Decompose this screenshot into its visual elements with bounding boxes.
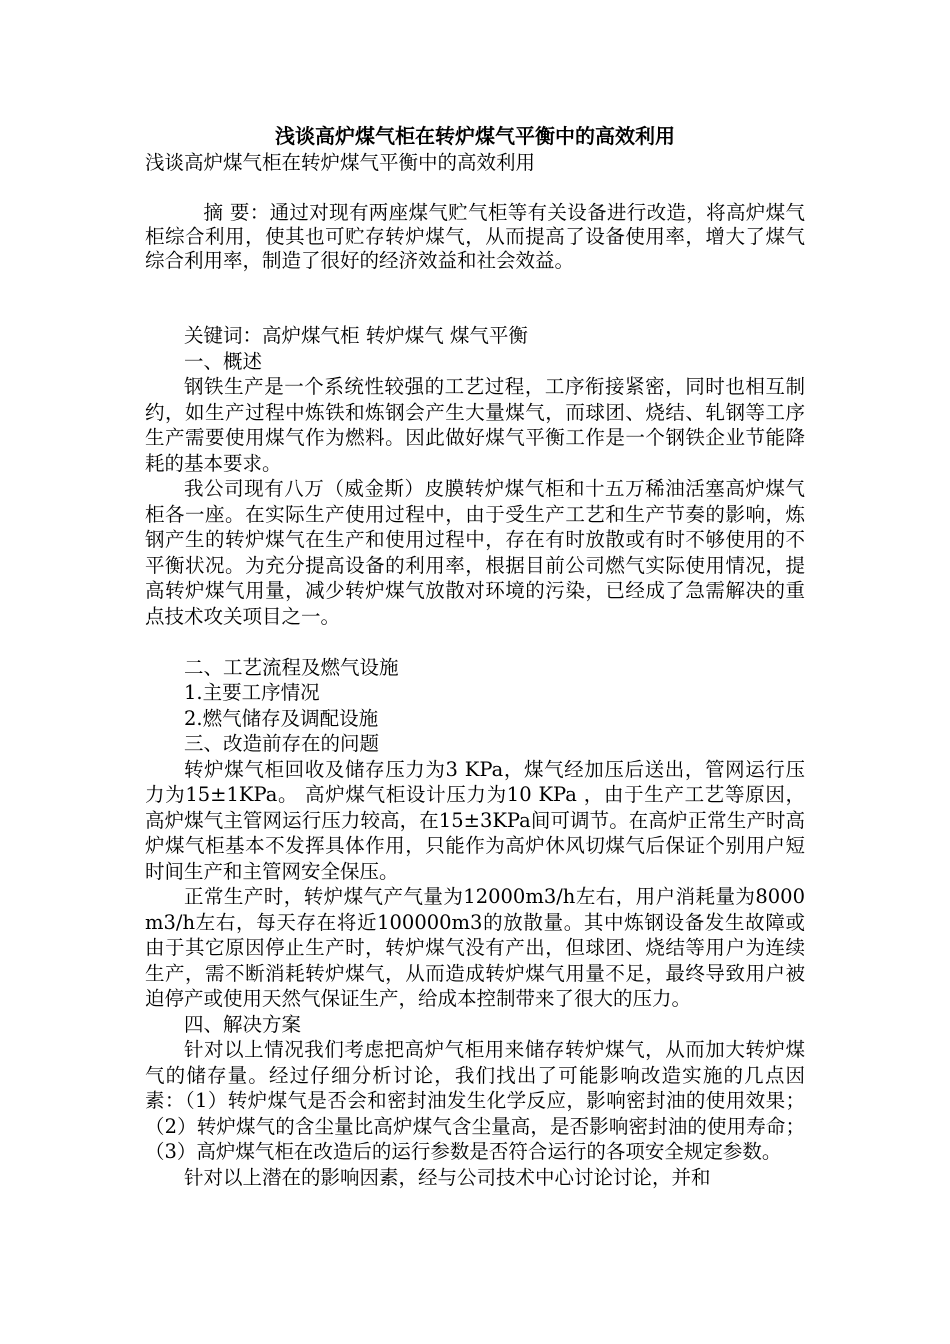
problems-paragraph-1: 转炉煤气柜回收及储存压力为3 KPa，煤气经加压后送出，管网运行压力为15±1KPa。 高炉煤气柜设计压力为10 KPa ，由于生产工艺等原因，高炉煤气主管网运行压力较高，在15±3KPa间可调节。在高炉正常生产时高炉煤气柜基本不发挥具体作用，只能作为高炉休风切煤气后保证个别用户短时间生产和主管网安全保压。 (145, 757, 805, 883)
section-heading-solution: 四、解决方案 (184, 1012, 302, 1036)
process-item-2: 2.燃气储存及调配设施 (184, 706, 379, 730)
document-subtitle: 浅谈高炉煤气柜在转炉煤气平衡中的高效利用 (145, 151, 536, 174)
abstract-paragraph: 摘 要：通过对现有两座煤气贮气柜等有关设备进行改造，将高炉煤气柜综合利用，使其也可贮存转炉煤气，从而提高了设备使用率，增大了煤气综合利用率，制造了很好的经济效益和社会效益。 (145, 201, 805, 272)
overview-paragraph-1: 钢铁生产是一个系统性较强的工艺过程，工序衔接紧密，同时也相互制约，如生产过程中炼铁和炼钢会产生大量煤气，而球团、烧结、轧钢等工序生产需要使用煤气作为燃料。因此做好煤气平衡工作是一个钢铁企业节能降耗的基本要求。 (145, 375, 805, 475)
solution-paragraph-2: 针对以上潜在的影响因素，经与公司技术中心讨论讨论，并和 (184, 1165, 711, 1189)
keywords-line: 关键词：高炉煤气柜 转炉煤气 煤气平衡 (184, 324, 528, 347)
section-heading-process: 二、工艺流程及燃气设施 (184, 655, 399, 679)
process-item-1: 1.主要工序情况 (184, 681, 320, 704)
overview-paragraph-2: 我公司现有八万（威金斯）皮膜转炉煤气柜和十五万稀油活塞高炉煤气柜各一座。在实际生产使用过程中，由于受生产工艺和生产节奏的影响，炼钢产生的转炉煤气在生产和使用过程中，存在有时放散或有时不够使用的不平衡状况。为充分提高设备的利用率，根据目前公司燃气实际使用情况，提高转炉煤气用量，减少转炉煤气放散对环境的污染，已经成了急需解决的重点技术攻关项目之一。 (145, 477, 805, 628)
section-heading-problems: 三、改造前存在的问题 (184, 732, 380, 755)
section-heading-overview: 一、概述 (184, 349, 263, 373)
problems-paragraph-2: 正常生产时，转炉煤气产气量为12000m3/h左右，用户消耗量为8000m3/h左右，每天存在将近100000m3的放散量。其中炼钢设备发生故障或由于其它原因停止生产时，转炉煤气没有产出，但球团、烧结等用户为连续生产，需不断消耗转炉煤气，从而造成转炉煤气用量不足，最终导致用户被迫停产或使用天然气保证生产，给成本控制带来了很大的压力。 (145, 885, 805, 1010)
document-title: 浅谈高炉煤气柜在转炉煤气平衡中的高效利用 (275, 124, 675, 148)
document-body (145, 150, 805, 1190)
solution-paragraph-1: 针对以上情况我们考虑把高炉气柜用来储存转炉煤气，从而加大转炉煤气的储存量。经过仔细分析讨论，我们找出了可能影响改造实施的几点因素：（1）转炉煤气是否会和密封油发生化学反应，影响密封油的使用效果；（2）转炉煤气的含尘量比高炉煤气含尘量高，是否影响密封油的使用寿命；（3）高炉煤气柜在改造后的运行参数是否符合运行的各项安全规定参数。 (145, 1038, 805, 1163)
